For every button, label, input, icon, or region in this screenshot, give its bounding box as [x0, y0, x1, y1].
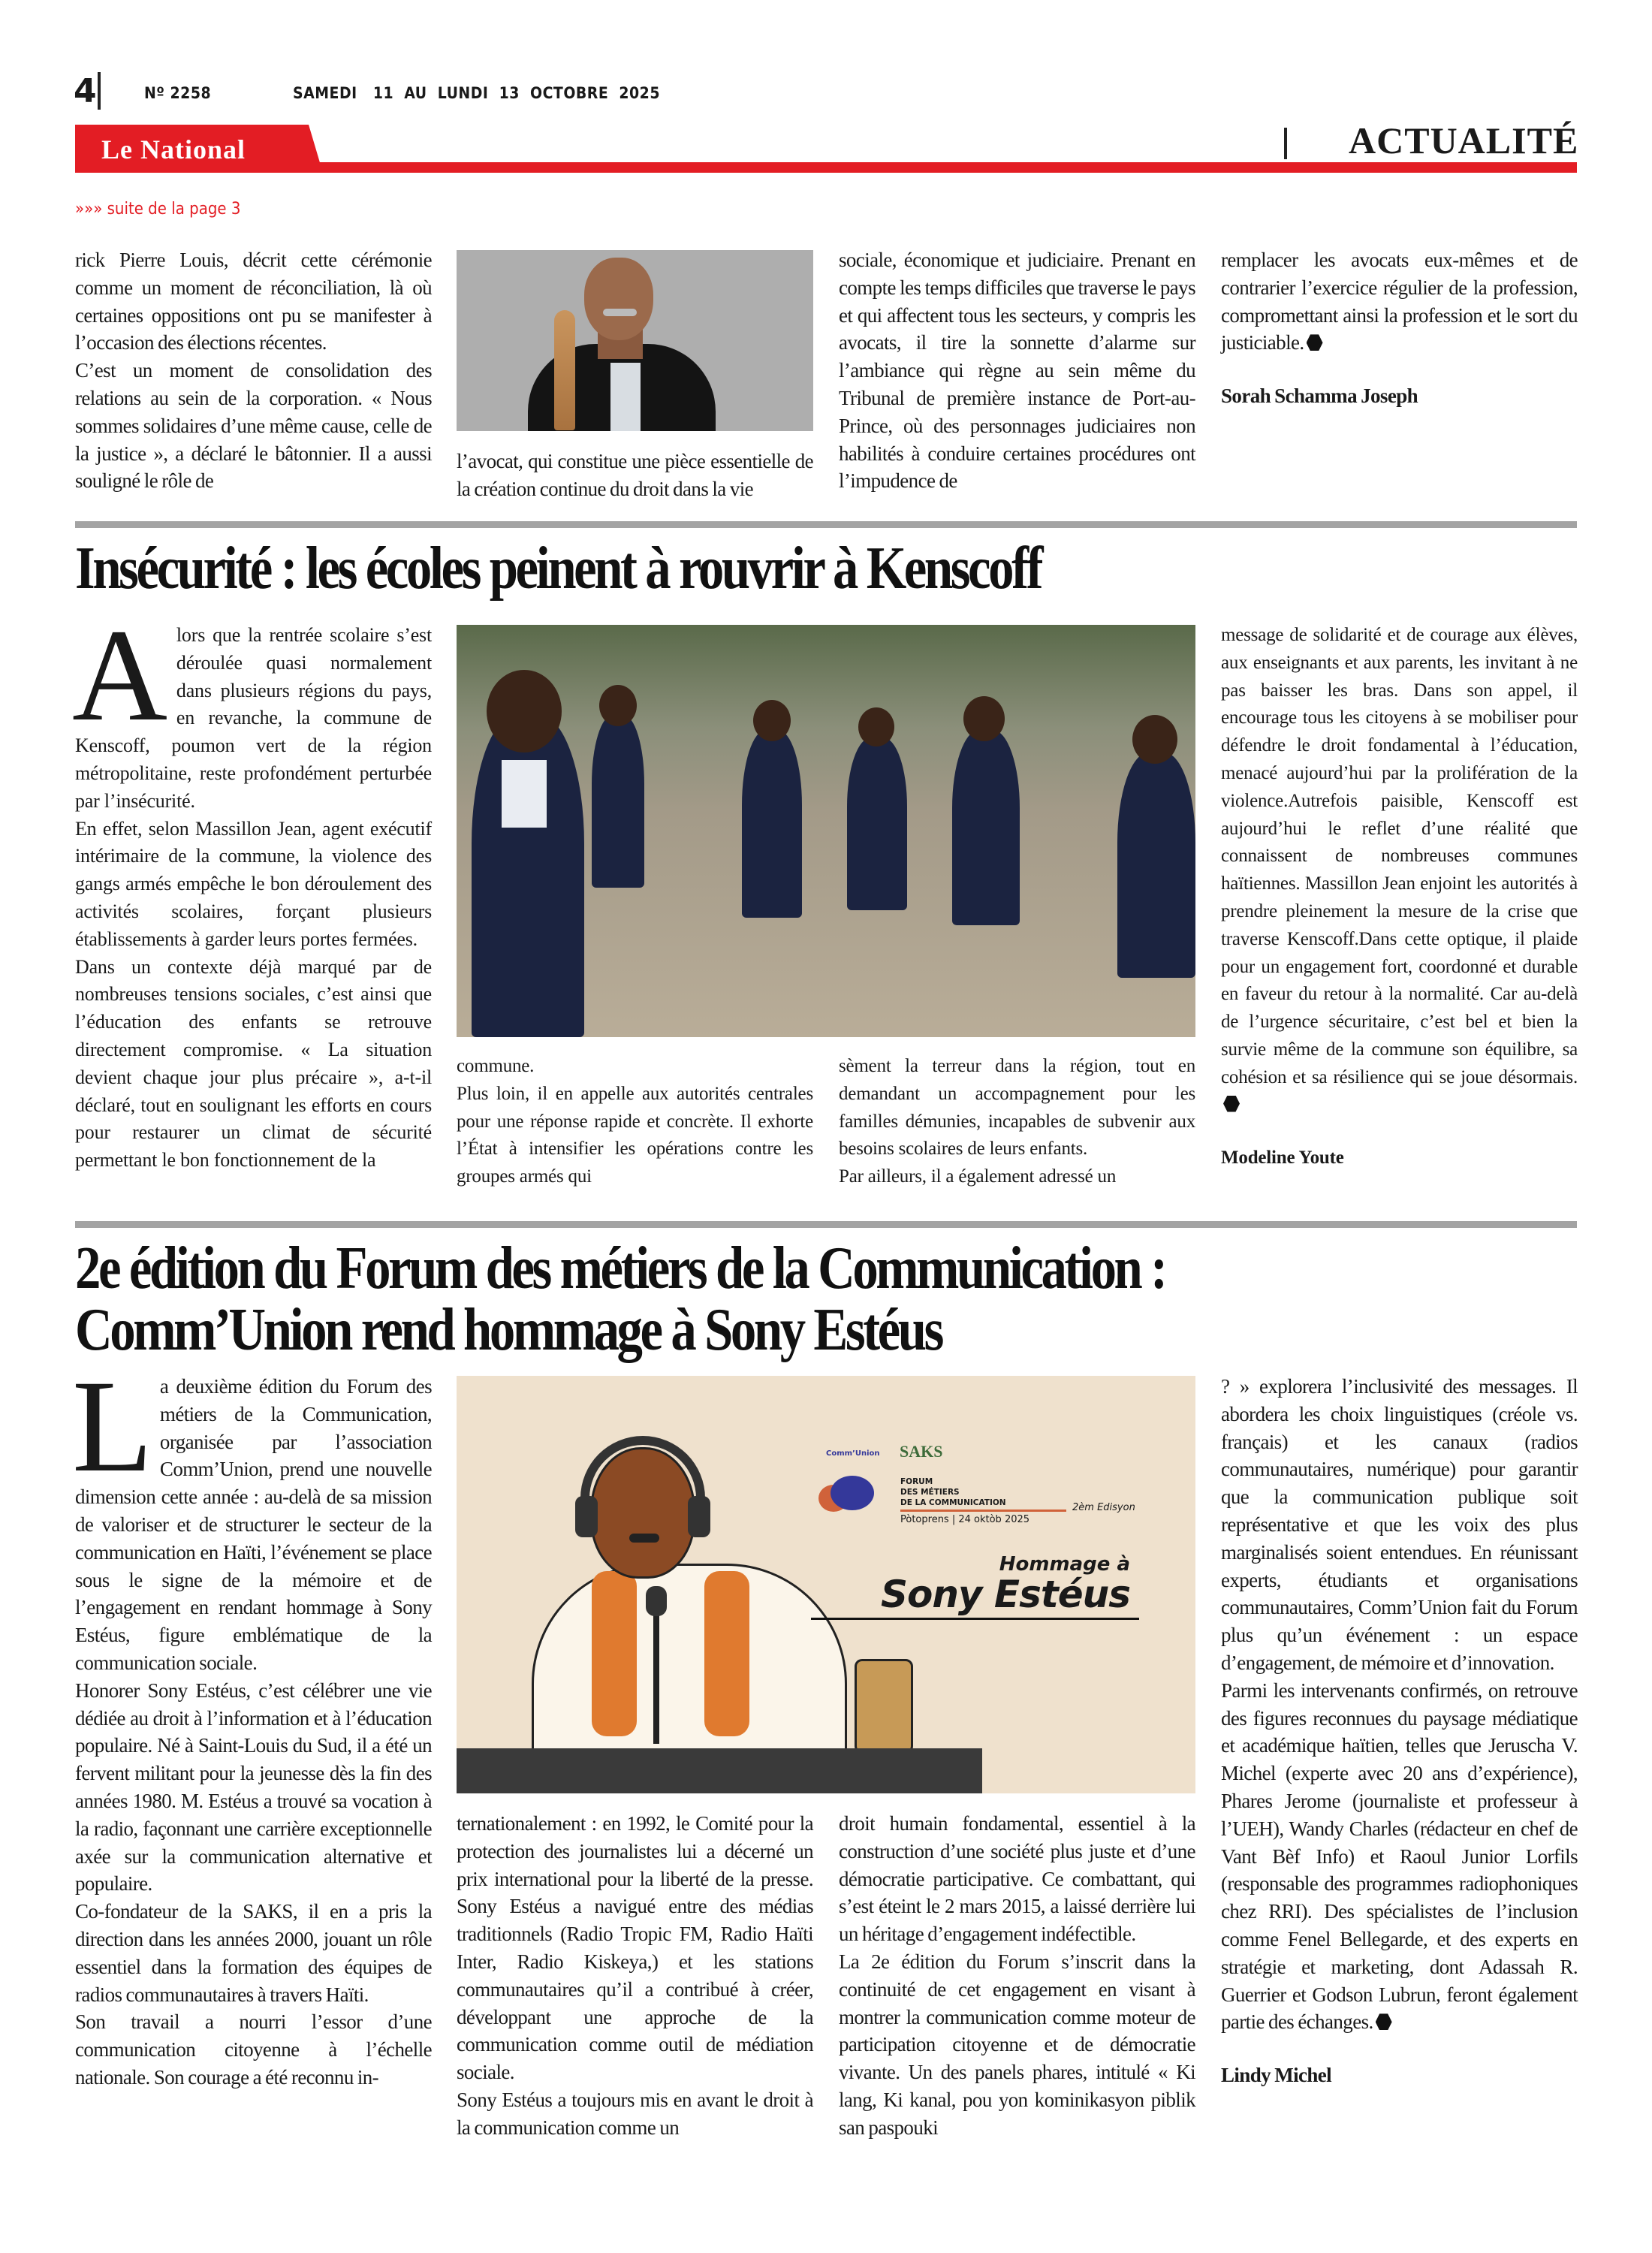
paragraph: a deuxième édition du Forum des métiers de la Communication, organisée par l’association Comm’Union, prend une nouvelle dimension cette année : au-delà de sa mission de valoriser et de structurer le secteur de la communication en Haïti, l’événement se place sous le signe de la mémoire et de l’engagement en rendant hommage à Sony Estéus, figure emblématique de la communication sociale. — [75, 1375, 432, 1674]
article1-col4 — [1221, 246, 1578, 410]
article3-col3 — [839, 1810, 1195, 2142]
paragraph-text: Parmi les intervenants confirmés, on retrouve des figures reconnues du paysage médiatique et académique haïtien, telles que Jeruscha V. Michel (experte avec 20 ans d’expérience), Phares Jerome (journaliste et professeur à l’UEH), Wandy Charles (rédacteur en chef de Vant Bèf Info) et Raoul Junior Lorfils (responsable des programmes radiophoniques chez RRI). Des spécialistes de l’inclusion comme Fenel Bellegarde, et des experts en stratégie et marketing, dont Adassah R. Guerrier et Godson Lubrun, feront également partie des échanges. — [1221, 1678, 1578, 2034]
paragraph — [1221, 1677, 1578, 2036]
article3-col4 — [1221, 1373, 1578, 2089]
shirt-pattern — [592, 1571, 637, 1736]
paragraph: Plus loin, il en appelle aux autorités centrales pour une réponse rapide et concrète. Il exhorte l’État à intensifier les opérations contre les groupes armés qui — [457, 1083, 813, 1187]
speech-bubble-icon — [831, 1476, 874, 1510]
article2-col2 — [457, 1053, 813, 1191]
paragraph: En effet, selon Massillon Jean, agent exécutif intérimaire de la commune, la violence des gangs armés empêche le bon déroulement des activités scolaires, forçant plusieurs établissements à garder leurs portes fermées. — [75, 817, 432, 950]
event-place-date: Pòtoprens | 24 oktòb 2025 — [900, 1514, 1030, 1525]
paragraph: Dans un contexte déjà marqué par de nombreuses tensions sociales, c’est ainsi que l’éducation des enfants se retrouve directement compromise. « La situation devient chaque jour plus précaire », a-t-il déclaré, tout en soulignant les efforts en cours pour restaurer un climat de sécurité permettant le bon fonctionnement de la — [75, 955, 432, 1172]
headphone-ear — [688, 1496, 710, 1537]
microphone-stand — [653, 1601, 659, 1744]
paragraph: ? » explorera l’inclusivité des messages. Il abordera les choix linguistiques (créole vs. français) et les canaux (radios communautaires, numérique) pour garantir que la communication publique soit représentative et que les voix des plus marginalisés soient entendues. En réunissant experts, étudiants et organisations communautaires, Comm’Union fait du Forum plus qu’un événement : un espace d’engagement, de mémoire et d’innovation. — [1221, 1375, 1578, 1674]
paragraph-text: message de solidarité et de courage aux élèves, aux enseignants et aux parents, les invitant à ne pas baisser les bras. Dans son appel, il encourage tous les citoyens à se mobiliser pour défendre le droit fondamental à l’éducation, menacé aujourd’hui par la prolifération de la violence.Autrefois paisible, Kenscoff est aujourd’hui le reflet d’une réalité que connaissent de nombreuses communes haïtiennes. Massillon Jean enjoint les autorités à prendre pleinement la mesure de la crise que traverse Kenscoff.Dans cette optique, il plaide pour un engagement fort, coordonné et durable en faveur du retour à la normalité. Car au-delà de l’urgence sécuritaire, c’est bel et bien la survie même de la commune son équilibre, sa cohésion et sa résilience qui se joue désormais. — [1221, 625, 1578, 1087]
headphones-icon — [580, 1436, 705, 1519]
author-byline: Modeline Youte — [1221, 1148, 1344, 1169]
article2-col3 — [839, 1053, 1195, 1191]
issue-number: Nº 2258 — [144, 84, 212, 102]
paragraph: Sony Estéus a toujours mis en avant le droit à la communication comme un — [457, 2088, 813, 2139]
desk — [457, 1748, 982, 1793]
paragraph: l’avocat, qui constitue une pièce essentielle de la création continue du droit dans la vie — [457, 450, 813, 500]
article2-col4 — [1221, 622, 1578, 1172]
paragraph — [1221, 622, 1578, 1119]
article1-col3 — [839, 246, 1195, 495]
saks-logo: SAKS — [900, 1442, 943, 1461]
paragraph: Honorer Sony Estéus, c’est célébrer une vie dédiée au droit à l’information et à l’éducation populaire. Né à Saint-Louis du Sud, il a été un fervent militant pour la jeunesse dès la fin des années 1980. M. Estéus a trouvé sa vocation à la radio, façonnant une carrière exceptionnelle axée sur la communication alternative et populaire. — [75, 1678, 432, 1896]
article2-headline: Insécurité : les écoles peinent à rouvrir à Kenscoff — [75, 535, 1042, 602]
paragraph: rick Pierre Louis, décrit cette cérémonie comme un moment de réconciliation, là où certaines oppositions ont pu se manifester à l’occasion des élections récentes. — [75, 249, 432, 354]
poster-hommage: Hommage à — [999, 1553, 1130, 1576]
continued-from-link[interactable]: »»» suite de la page 3 — [75, 200, 241, 219]
paragraph: Co-fondateur de la SAKS, il en a pris la direction dans les années 2000, jouant un rôle essentiel dans la formation des équipes de radios communautaires à travers Haïti. — [75, 1900, 432, 2006]
paragraph — [1221, 246, 1578, 357]
poster-rule — [900, 1510, 1066, 1512]
paragraph: C’est un moment de consolidation des relations au sein de la corporation. « Nous sommes solidaires d’une même cause, celle de la justice », a déclaré le bâtonnier. Il a aussi souligné le rôle de — [75, 359, 432, 493]
end-mark-icon — [1307, 334, 1323, 351]
article3-headline-line2: Comm’Union rend hommage à Sony Estéus — [75, 1297, 942, 1363]
forum-title — [900, 1476, 1006, 1508]
section-title: ACTUALITÉ — [1349, 119, 1579, 161]
paragraph: ternationalement : en 1992, le Comité pour la protection des journalistes lui a décerné un prix international pour la liberté de la presse. Sony Estéus a navigué entre des médias traditionnels (Radio Tropic FM, Radio Haïti Inter, Radio Kiskeya,) et les stations communautaires qu’il a contribué à créer, développant une approche de la communication comme outil de médiation sociale. — [457, 1812, 813, 2084]
shirt-pattern — [704, 1571, 749, 1736]
article3-col2 — [457, 1810, 813, 2142]
article2-col1 — [72, 602, 432, 1175]
end-mark-icon — [1223, 1096, 1240, 1112]
poster-underline — [811, 1618, 1139, 1620]
lawyer-photo — [457, 250, 813, 431]
mustache — [629, 1534, 659, 1543]
section-rule — [75, 521, 1577, 528]
section-rule — [75, 1221, 1577, 1228]
paragraph: sociale, économique et judiciaire. Prenant en compte les temps difficiles que traverse le pays et qui affectent tous les secteurs, y compris les avocats, il tire la sonnette d’alarme sur l’ambiance qui règne au sein même du Tribunal de première instance de Port-au-Prince, où des personnages judiciaires non habilités à conduire certaines procédures ont l’impudence de — [839, 249, 1195, 493]
author-byline: Sorah Schamma Joseph — [1221, 385, 1418, 408]
paragraph: sèment la terreur dans la région, tout en demandant un accompagnement pour les familles démunies, incapables de subvenir aux besoins scolaires de leurs enfants. — [839, 1056, 1195, 1160]
paragraph-text: remplacer les avocats eux-mêmes et de contrarier l’exercice régulier de la profession, compromettant ainsi la profession et le sort du justiciable. — [1221, 249, 1578, 354]
paragraph: commune. — [457, 1056, 535, 1076]
drop-cap: A — [72, 602, 167, 749]
schoolchildren-photo — [457, 625, 1195, 1037]
communion-logo: Comm’Union — [826, 1449, 880, 1458]
forum-title-line: FORUM — [900, 1477, 933, 1486]
paragraph: Par ailleurs, il a également adressé un — [839, 1166, 1117, 1187]
divider — [1284, 128, 1287, 159]
headphone-ear — [575, 1496, 598, 1537]
divider — [98, 72, 101, 110]
article1-col2 — [457, 448, 813, 503]
forum-title-line: DE LA COMMUNICATION — [900, 1498, 1006, 1507]
issue-date: SAMEDI 11 AU LUNDI 13 OCTOBRE 2025 — [293, 84, 660, 102]
brand-logo: Le National — [101, 134, 246, 164]
article3-col1 — [72, 1353, 432, 2092]
shirt-illustration — [532, 1564, 847, 1759]
forum-poster — [457, 1376, 1195, 1793]
paragraph: droit humain fondamental, essentiel à la construction d’une société plus juste et d’une démocratie participative. Ce combattant, qui s’est éteint le 2 mars 2015, a laissé derrière lui un héritage d’engagement indéfectible. — [839, 1812, 1195, 1946]
edition-label: 2èm Edisyon — [1072, 1502, 1135, 1513]
end-mark-icon — [1376, 2013, 1392, 2030]
paragraph: La 2e édition du Forum s’inscrit dans la continuité de cet engagement en visant à montrer la communication comme moteur de participation citoyenne et de démocratie vivante. Un des panels phares, intitulé « Ki lang, Ki kanal, pou yon kominikasyon piblik san paspouki — [839, 1950, 1195, 2139]
article3-headline-line1: 2e édition du Forum des métiers de la Communication : — [75, 1235, 1165, 1301]
page-number: 4 — [74, 72, 97, 110]
microphone-icon — [646, 1586, 667, 1616]
paragraph: Son travail a nourri l’essor d’une communication citoyenne à l’échelle nationale. Son courage a été reconnu in- — [75, 2010, 432, 2089]
header-red-rule — [75, 162, 1577, 173]
author-byline: Lindy Michel — [1221, 2064, 1332, 2087]
poster-name: Sony Estéus — [880, 1573, 1130, 1616]
forum-title-line: DES MÉTIERS — [900, 1488, 960, 1497]
drop-cap: L — [72, 1353, 152, 1500]
paragraph: lors que la rentrée scolaire s’est déroulée quasi normalement dans plusieurs régions du pays, en revanche, la commune de Kenscoff, poumon vert de la région métropolitaine, reste profondément perturbée par l’insécurité. — [75, 624, 432, 812]
radio-box — [855, 1659, 913, 1754]
article1-col1 — [75, 246, 432, 495]
